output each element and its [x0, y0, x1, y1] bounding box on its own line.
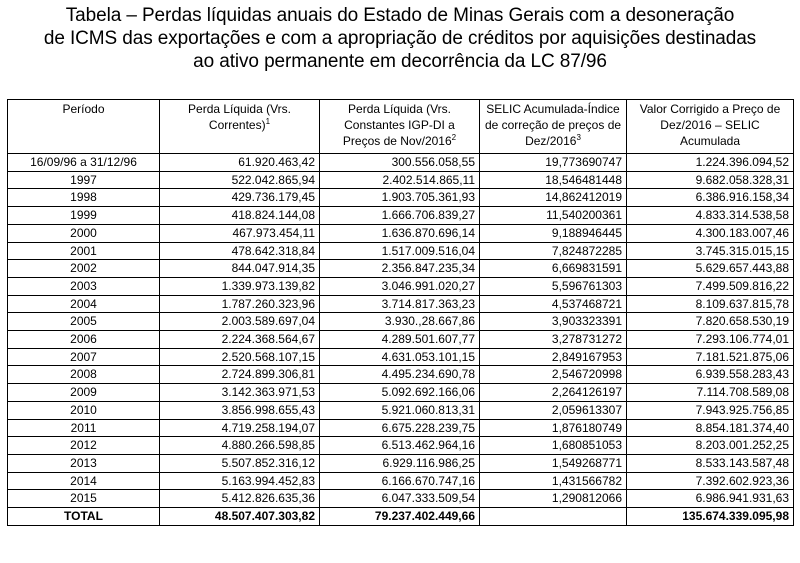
value-cell: 4.719.258.194,07	[160, 419, 320, 437]
value-cell: 1,431566782	[480, 472, 627, 490]
value-cell: 5.629.657.443,88	[627, 260, 794, 278]
value-cell: 19,773690747	[480, 154, 627, 172]
value-cell: 6.929.116.986,25	[320, 454, 480, 472]
value-cell: 2,264126197	[480, 384, 627, 402]
value-cell: 4.289.501.607,77	[320, 331, 480, 349]
value-cell: 9.682.058.328,31	[627, 171, 794, 189]
value-cell: 6.986.941.931,63	[627, 490, 794, 508]
table-row	[8, 490, 794, 508]
value-cell: 2.224.368.564,67	[160, 331, 320, 349]
value-cell: 3.142.363.971,53	[160, 384, 320, 402]
value-cell: 4.631.053.101,15	[320, 348, 480, 366]
table-row	[8, 277, 794, 295]
value-cell: 8.854.181.374,40	[627, 419, 794, 437]
value-cell: 6.166.670.747,16	[320, 472, 480, 490]
value-cell: 2,849167953	[480, 348, 627, 366]
total-row	[8, 508, 794, 526]
table-row	[8, 313, 794, 331]
value-cell: 5.163.994.452,83	[160, 472, 320, 490]
total-value-cell: 135.674.339.095,98	[627, 508, 794, 526]
period-cell: 2004	[8, 295, 160, 313]
value-cell: 4.300.183.007,46	[627, 224, 794, 242]
value-cell: 4.880.266.598,85	[160, 437, 320, 455]
value-cell: 3.856.998.655,43	[160, 401, 320, 419]
value-cell: 1,876180749	[480, 419, 627, 437]
value-cell: 3,903323391	[480, 313, 627, 331]
table-row	[8, 242, 794, 260]
table-row	[8, 384, 794, 402]
header-cell-perda-correntes: Perda Líquida (Vrs. Correntes)$^1$	[160, 100, 320, 154]
value-cell: 6.939.558.283,43	[627, 366, 794, 384]
table-row	[8, 171, 794, 189]
value-cell: 3,278731272	[480, 331, 627, 349]
value-cell: 7.943.925.756,85	[627, 401, 794, 419]
value-cell: 5.921.060.813,31	[320, 401, 480, 419]
value-cell: 3.930.,28.667,86	[320, 313, 480, 331]
title-line-2: de ICMS das exportações e com a apropriação de créditos por aquisições destinadas	[43, 28, 757, 49]
table-row	[8, 331, 794, 349]
period-cell: 2011	[8, 419, 160, 437]
value-cell: 7.181.521.875,06	[627, 348, 794, 366]
period-cell: 2001	[8, 242, 160, 260]
value-cell: 8.533.143.587,48	[627, 454, 794, 472]
table-row	[8, 207, 794, 225]
header-row	[8, 100, 794, 154]
table-row	[8, 224, 794, 242]
period-cell: 2003	[8, 277, 160, 295]
title-line-1: Tabela – Perdas líquidas anuais do Estado de Minas Gerais com a desoneração	[65, 5, 735, 26]
value-cell: 4,537468721	[480, 295, 627, 313]
header-cell-selic: SELIC Acumulada-Índice de correção de preços de Dez/2016$^3$	[480, 100, 627, 154]
value-cell: 7.293.106.774,01	[627, 331, 794, 349]
table-row	[8, 419, 794, 437]
value-cell: 6.513.462.964,16	[320, 437, 480, 455]
period-cell: 2000	[8, 224, 160, 242]
value-cell: 14,862412019	[480, 189, 627, 207]
period-cell: 1999	[8, 207, 160, 225]
period-cell: 2006	[8, 331, 160, 349]
total-value-cell	[480, 508, 627, 526]
value-cell: 6.386.916.158,34	[627, 189, 794, 207]
period-cell: 2012	[8, 437, 160, 455]
period-cell: 2008	[8, 366, 160, 384]
table-row	[8, 401, 794, 419]
value-cell: 2.520.568.107,15	[160, 348, 320, 366]
period-cell: 2007	[8, 348, 160, 366]
total-value-cell: 48.507.407.303,82	[160, 508, 320, 526]
value-cell: 8.203.001.252,25	[627, 437, 794, 455]
period-cell: 2013	[8, 454, 160, 472]
table-body	[8, 154, 794, 526]
value-cell: 1.517.009.516,04	[320, 242, 480, 260]
period-cell: 2009	[8, 384, 160, 402]
period-cell: 2002	[8, 260, 160, 278]
value-cell: 4.495.234.690,78	[320, 366, 480, 384]
value-cell: 1.339.973.139,82	[160, 277, 320, 295]
value-cell: 2,546720998	[480, 366, 627, 384]
value-cell: 5.412.826.635,36	[160, 490, 320, 508]
period-cell: 1997	[8, 171, 160, 189]
title-line-3: ao ativo permanente em decorrência da LC 87/96	[193, 51, 607, 72]
value-cell: 522.042.865,94	[160, 171, 320, 189]
value-cell: 7.392.602.923,36	[627, 472, 794, 490]
value-cell: 1.787.260.323,96	[160, 295, 320, 313]
value-cell: 1.666.706.839,27	[320, 207, 480, 225]
table-row	[8, 154, 794, 172]
value-cell: 1,680851053	[480, 437, 627, 455]
value-cell: 7.499.509.816,22	[627, 277, 794, 295]
value-cell: 4.833.314.538,58	[627, 207, 794, 225]
total-label: TOTAL	[8, 508, 160, 526]
value-cell: 7.114.708.589,08	[627, 384, 794, 402]
value-cell: 7.820.658.530,19	[627, 313, 794, 331]
value-cell: 6,669831591	[480, 260, 627, 278]
table-row	[8, 437, 794, 455]
total-value-cell: 79.237.402.449,66	[320, 508, 480, 526]
table-row	[8, 260, 794, 278]
value-cell: 8.109.637.815,78	[627, 295, 794, 313]
header-cell-valor-corrigido: Valor Corrigido a Preço de Dez/2016 – SELIC Acumulada	[627, 100, 794, 154]
period-cell: 2010	[8, 401, 160, 419]
value-cell: 5.092.692.166,06	[320, 384, 480, 402]
table-row	[8, 472, 794, 490]
value-cell: 6.675.228.239,75	[320, 419, 480, 437]
value-cell: 61.920.463,42	[160, 154, 320, 172]
table-row	[8, 348, 794, 366]
value-cell: 429.736.179,45	[160, 189, 320, 207]
value-cell: 2.724.899.306,81	[160, 366, 320, 384]
header-cell-perda-constantes: Perda Líquida (Vrs. Constantes IGP-DI a Preços de Nov/2016$^2$	[320, 100, 480, 154]
period-cell: 16/09/96 a 31/12/96	[8, 154, 160, 172]
period-cell: 2005	[8, 313, 160, 331]
value-cell: 1.636.870.696,14	[320, 224, 480, 242]
value-cell: 11,540200361	[480, 207, 627, 225]
value-cell: 1.224.396.094,52	[627, 154, 794, 172]
value-cell: 7,824872285	[480, 242, 627, 260]
value-cell: 2.003.589.697,04	[160, 313, 320, 331]
value-cell: 2,059613307	[480, 401, 627, 419]
value-cell: 9,188946445	[480, 224, 627, 242]
value-cell: 1,549268771	[480, 454, 627, 472]
value-cell: 1.903.705.361,93	[320, 189, 480, 207]
value-cell: 6.047.333.509,54	[320, 490, 480, 508]
table-row	[8, 295, 794, 313]
table-row	[8, 189, 794, 207]
value-cell: 418.824.144,08	[160, 207, 320, 225]
value-cell: 2.356.847.235,34	[320, 260, 480, 278]
value-cell: 844.047.914,35	[160, 260, 320, 278]
value-cell: 3.714.817.363,23	[320, 295, 480, 313]
value-cell: 467.973.454,11	[160, 224, 320, 242]
value-cell: 18,546481448	[480, 171, 627, 189]
value-cell: 5.507.852.316,12	[160, 454, 320, 472]
value-cell: 300.556.058,55	[320, 154, 480, 172]
table-title	[0, 0, 800, 73]
value-cell: 3.745.315.015,15	[627, 242, 794, 260]
period-cell: 2014	[8, 472, 160, 490]
header-cell-periodo: Período	[8, 100, 160, 154]
table-row	[8, 366, 794, 384]
value-cell: 3.046.991.020,27	[320, 277, 480, 295]
value-cell: 5,596761303	[480, 277, 627, 295]
period-cell: 1998	[8, 189, 160, 207]
value-cell: 2.402.514.865,11	[320, 171, 480, 189]
losses-table	[7, 99, 794, 526]
table-row	[8, 454, 794, 472]
value-cell: 478.642.318,84	[160, 242, 320, 260]
period-cell: 2015	[8, 490, 160, 508]
value-cell: 1,290812066	[480, 490, 627, 508]
